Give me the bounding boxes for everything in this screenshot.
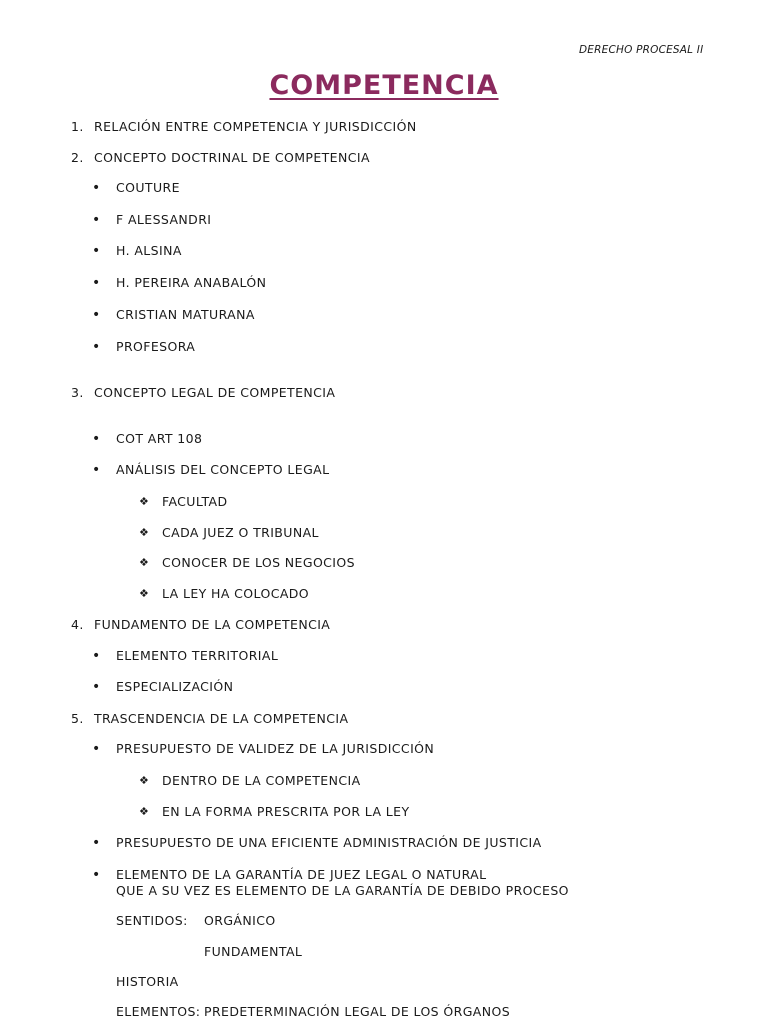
bullet-icon: • — [92, 741, 101, 757]
document-header: DERECHO PROCESAL II — [579, 44, 704, 56]
bullet-icon: • — [92, 339, 101, 355]
list-number: 4. — [71, 617, 84, 632]
bullet-icon: • — [92, 275, 101, 291]
sub-item: COUTURE — [116, 180, 180, 195]
list-number: 5. — [71, 711, 84, 726]
list-item: TRASCENDENCIA DE LA COMPETENCIA — [94, 711, 349, 726]
sub-sub-item: FACULTAD — [162, 494, 228, 509]
sub-item: ELEMENTO TERRITORIAL — [116, 648, 279, 663]
sub-item-continuation: QUE A SU VEZ ES ELEMENTO DE LA GARANTÍA DE DEBIDO PROCESO — [116, 883, 569, 898]
list-number: 3. — [71, 385, 84, 400]
sub-item: ESPECIALIZACIÓN — [116, 679, 234, 694]
list-item: RELACIÓN ENTRE COMPETENCIA Y JURISDICCIÓN — [94, 119, 417, 134]
bullet-icon: • — [92, 867, 101, 883]
list-item: FUNDAMENTO DE LA COMPETENCIA — [94, 617, 331, 632]
diamond-bullet-icon: ❖ — [139, 774, 150, 787]
sub-item: ANÁLISIS DEL CONCEPTO LEGAL — [116, 462, 330, 477]
sub-item: F ALESSANDRI — [116, 212, 212, 227]
bullet-icon: • — [92, 243, 101, 259]
historia-label: HISTORIA — [116, 974, 179, 989]
bullet-icon: • — [92, 679, 101, 695]
sub-item: PRESUPUESTO DE UNA EFICIENTE ADMINISTRACIÓN DE JUSTICIA — [116, 835, 542, 850]
sub-item: CRISTIAN MATURANA — [116, 307, 255, 322]
sub-item: PROFESORA — [116, 339, 196, 354]
list-number: 2. — [71, 150, 84, 165]
diamond-bullet-icon: ❖ — [139, 805, 150, 818]
sub-sub-item: CADA JUEZ O TRIBUNAL — [162, 525, 319, 540]
bullet-icon: • — [92, 835, 101, 851]
list-number: 1. — [71, 119, 84, 134]
elementos-value: PREDETERMINACIÓN LEGAL DE LOS ÓRGANOS — [204, 1004, 511, 1019]
sub-item: H. ALSINA — [116, 243, 182, 258]
sub-sub-item: CONOCER DE LOS NEGOCIOS — [162, 555, 355, 570]
sentidos-value: FUNDAMENTAL — [204, 944, 303, 959]
diamond-bullet-icon: ❖ — [139, 495, 150, 508]
diamond-bullet-icon: ❖ — [139, 526, 150, 539]
bullet-icon: • — [92, 307, 101, 323]
sub-item: COT ART 108 — [116, 431, 203, 446]
sentidos-label: SENTIDOS: — [116, 913, 188, 928]
sub-item: H. PEREIRA ANABALÓN — [116, 275, 267, 290]
sub-sub-item: DENTRO DE LA COMPETENCIA — [162, 773, 361, 788]
sub-sub-item: EN LA FORMA PRESCRITA POR LA LEY — [162, 804, 410, 819]
bullet-icon: • — [92, 648, 101, 664]
bullet-icon: • — [92, 212, 101, 228]
sub-item: PRESUPUESTO DE VALIDEZ DE LA JURISDICCIÓN — [116, 741, 435, 756]
sub-sub-item: LA LEY HA COLOCADO — [162, 586, 310, 601]
list-item: CONCEPTO LEGAL DE COMPETENCIA — [94, 385, 336, 400]
diamond-bullet-icon: ❖ — [139, 587, 150, 600]
bullet-icon: • — [92, 180, 101, 196]
sub-item: ELEMENTO DE LA GARANTÍA DE JUEZ LEGAL O NATURAL — [116, 867, 487, 882]
sentidos-value: ORGÁNICO — [204, 913, 276, 928]
elementos-label: ELEMENTOS: — [116, 1004, 201, 1019]
bullet-icon: • — [92, 431, 101, 447]
diamond-bullet-icon: ❖ — [139, 556, 150, 569]
bullet-icon: • — [92, 462, 101, 478]
list-item: CONCEPTO DOCTRINAL DE COMPETENCIA — [94, 150, 370, 165]
page-title: COMPETENCIA — [269, 70, 499, 101]
